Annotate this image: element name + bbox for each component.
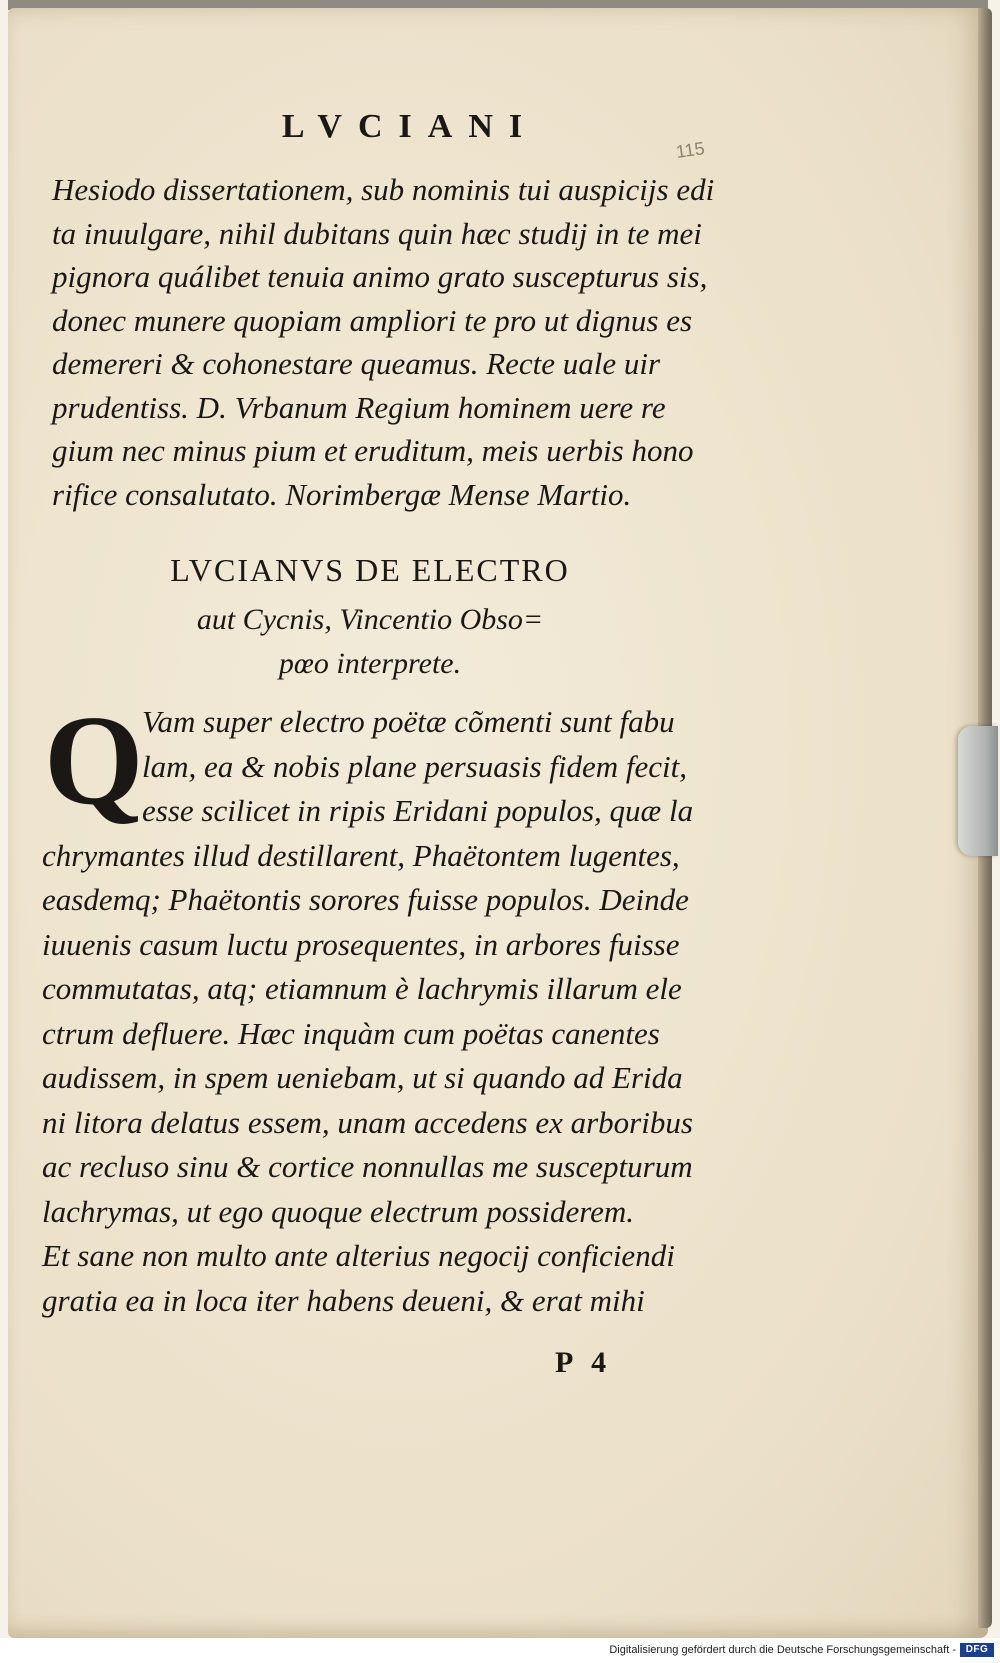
text-line: ctrum defluere. Hæc inquàm cum poëtas canentes <box>42 1015 660 1051</box>
dfg-logo: DFG <box>960 1643 994 1657</box>
text-line: Vam super electro poëtæ cõmenti sunt fabu <box>142 704 675 739</box>
text-line: rifice consalutato. Norimbergæ Mense Martio. <box>52 476 632 512</box>
text-line: pignora quálibet tenuia animo grato suscepturus sis, <box>52 259 708 294</box>
text-line: demereri & cohonestare queamus. Recte uale uir <box>52 346 661 381</box>
running-head: LVCIANI <box>281 108 539 145</box>
decorated-initial: Q <box>44 689 144 831</box>
subheading-line: pœo interprete. <box>278 647 462 680</box>
text-line: ni litora delatus essem, unam accedens ex arboribus <box>42 1104 693 1140</box>
text-line: ta inuulgare, nihil dubitans quin hæc studij in te mei <box>52 215 702 251</box>
text-line: esse scilicet in ripis Eridani populos, quæ la <box>142 793 694 828</box>
text-line: ac recluso sinu & cortice nonnullas me suscepturum <box>42 1149 693 1184</box>
subheading-line: aut Cycnis, Vincentio Obso= <box>196 603 544 636</box>
section-heading: LVCIANVS DE ELECTRO <box>170 552 570 588</box>
text-line: gium nec minus pium et eruditum, meis uerbis hono <box>52 433 694 468</box>
page-clip <box>958 726 998 856</box>
text-line: iuuenis casum luctu prosequentes, in arbores fuisse <box>42 926 680 962</box>
text-line: audissem, in spem ueniebam, ut si quando ad Erida <box>42 1060 683 1095</box>
folio-annotation: 115 <box>674 138 706 162</box>
text-line: Hesiodo dissertationem, sub nominis tui auspicijs edi <box>52 172 715 207</box>
text-line: chrymantes illud destillarent, Phaëtontem lugentes, <box>42 837 680 873</box>
text-line: lam, ea & nobis plane persuasis fidem fecit, <box>142 748 688 784</box>
text-line: prudentiss. D. Vrbanum Regium hominem uere re <box>52 389 666 425</box>
text-line: donec munere quopiam ampliori te pro ut dignus es <box>52 302 693 338</box>
signature-mark: P 4 <box>555 1346 613 1379</box>
text-line: gratia ea in loca iter habens deueni, & erat mihi <box>42 1282 645 1318</box>
section-subheading <box>60 598 680 686</box>
dedication-paragraph <box>52 168 732 516</box>
body-paragraph <box>42 689 722 1323</box>
text-line: lachrymas, ut ego quoque electrum possiderem. <box>42 1193 635 1229</box>
text-line: easdemq; Phaëtontis sorores fuisse populos. Deinde <box>42 882 689 917</box>
text-line: commutatas, atq; etiamnum è lachrymis illarum ele <box>42 971 682 1006</box>
funding-credit: Digitalisierung gefördert durch die Deutsche Forschungsgemeinschaft - <box>609 1644 956 1656</box>
text-line: Et sane non multo ante alterius negocij conficiendi <box>42 1238 675 1273</box>
